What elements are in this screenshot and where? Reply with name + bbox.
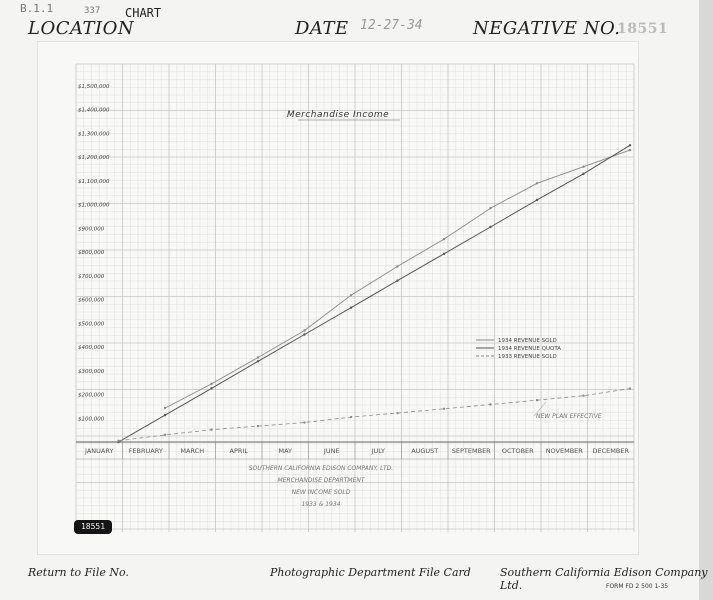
y-tick-label: $1,400,000 xyxy=(78,107,110,114)
caption-line: MERCHANDISE DEPARTMENT xyxy=(277,477,365,484)
y-tick-label: $1,500,000 xyxy=(78,84,110,90)
data-point xyxy=(582,173,584,175)
y-tick-label: $1,200,000 xyxy=(78,155,110,162)
card-edge xyxy=(699,0,713,600)
x-tick-label: AUGUST xyxy=(411,447,439,455)
caption-line: SOUTHERN CALIFORNIA EDISON COMPANY, LTD. xyxy=(248,465,394,472)
handwritten-number: 337 xyxy=(84,6,101,16)
x-tick-label: APRIL xyxy=(229,447,248,455)
y-tick-label: $100,000 xyxy=(78,416,105,423)
negative-number: 18551 xyxy=(617,21,669,37)
data-point xyxy=(164,414,166,416)
data-point xyxy=(443,408,445,410)
data-point xyxy=(210,387,212,389)
data-point xyxy=(536,399,538,401)
data-point xyxy=(164,434,166,436)
form-number: FORM FD 2 500 1-35 xyxy=(606,583,669,590)
x-tick-label: NOVEMBER xyxy=(545,447,583,455)
legend-entry: 1934 REVENUE QUOTA xyxy=(498,346,562,352)
y-tick-label: $900,000 xyxy=(78,226,105,233)
footer-company: Southern California Edison Company Ltd. xyxy=(500,566,708,592)
data-point xyxy=(350,306,352,308)
merchandise-income-chart xyxy=(38,42,638,554)
x-tick-label: OCTOBER xyxy=(501,447,534,455)
x-tick-label: SEPTEMBER xyxy=(451,447,491,455)
annotation-new-plan: NEW PLAN EFFECTIVE xyxy=(536,413,602,420)
data-point xyxy=(396,412,398,414)
data-point xyxy=(629,144,631,146)
x-tick-label: JUNE xyxy=(323,447,340,455)
y-tick-label: $700,000 xyxy=(78,273,105,280)
data-point xyxy=(257,356,259,358)
y-tick-label: $1,100,000 xyxy=(78,178,110,185)
data-point xyxy=(303,329,305,331)
x-tick-label: MARCH xyxy=(180,447,205,455)
x-tick-label: MAY xyxy=(278,447,293,455)
handwritten-code: B.1.1 xyxy=(20,2,54,15)
data-point xyxy=(164,407,166,409)
data-point xyxy=(489,226,491,228)
x-tick-label: DECEMBER xyxy=(592,447,629,455)
handwritten-date: 12-27-34 xyxy=(360,18,423,33)
x-tick-label: JULY xyxy=(371,447,385,455)
data-point xyxy=(582,395,584,397)
chart-title: Merchandise Income xyxy=(286,110,390,120)
y-tick-label: $1,000,000 xyxy=(78,202,110,209)
legend-entry: 1933 REVENUE SOLD xyxy=(498,354,557,360)
series-line xyxy=(165,150,630,408)
footer-return: Return to File No. xyxy=(28,566,129,579)
caption-line: 1933 & 1934 xyxy=(301,501,341,508)
data-point xyxy=(257,425,259,427)
y-tick-label: $800,000 xyxy=(78,250,105,257)
data-point xyxy=(443,238,445,240)
y-tick-label: $1,300,000 xyxy=(78,131,110,138)
negative-label: NEGATIVE NO. xyxy=(473,18,621,39)
data-point xyxy=(303,333,305,335)
data-point xyxy=(489,403,491,405)
data-point xyxy=(350,294,352,296)
negative-tag: 18551 xyxy=(74,520,112,534)
chart-photo xyxy=(38,42,638,554)
y-tick-label: $300,000 xyxy=(78,368,105,375)
data-point xyxy=(210,383,212,385)
data-point xyxy=(350,416,352,418)
data-point xyxy=(489,207,491,209)
data-point xyxy=(629,387,631,389)
data-point xyxy=(210,428,212,430)
data-point xyxy=(536,199,538,201)
footer-file-card: Photographic Department File Card xyxy=(270,566,471,579)
x-tick-label: JANUARY xyxy=(85,447,114,455)
caption-line: NEW INCOME SOLD xyxy=(291,489,351,496)
location-label: LOCATION xyxy=(28,18,135,39)
date-label: DATE xyxy=(295,18,349,39)
y-tick-label: $600,000 xyxy=(78,297,105,304)
data-point xyxy=(117,440,119,442)
handwritten-chart: CHART xyxy=(125,6,162,20)
data-point xyxy=(396,265,398,267)
data-point xyxy=(536,182,538,184)
x-tick-label: FEBRUARY xyxy=(128,447,163,455)
data-point xyxy=(303,421,305,423)
y-tick-label: $500,000 xyxy=(78,321,105,328)
legend-entry: 1934 REVENUE SOLD xyxy=(498,338,557,344)
data-point xyxy=(443,253,445,255)
data-point xyxy=(257,360,259,362)
y-tick-label: $200,000 xyxy=(78,392,105,399)
data-point xyxy=(396,279,398,281)
data-point xyxy=(629,149,631,151)
data-point xyxy=(582,165,584,167)
y-tick-label: $400,000 xyxy=(78,345,105,352)
